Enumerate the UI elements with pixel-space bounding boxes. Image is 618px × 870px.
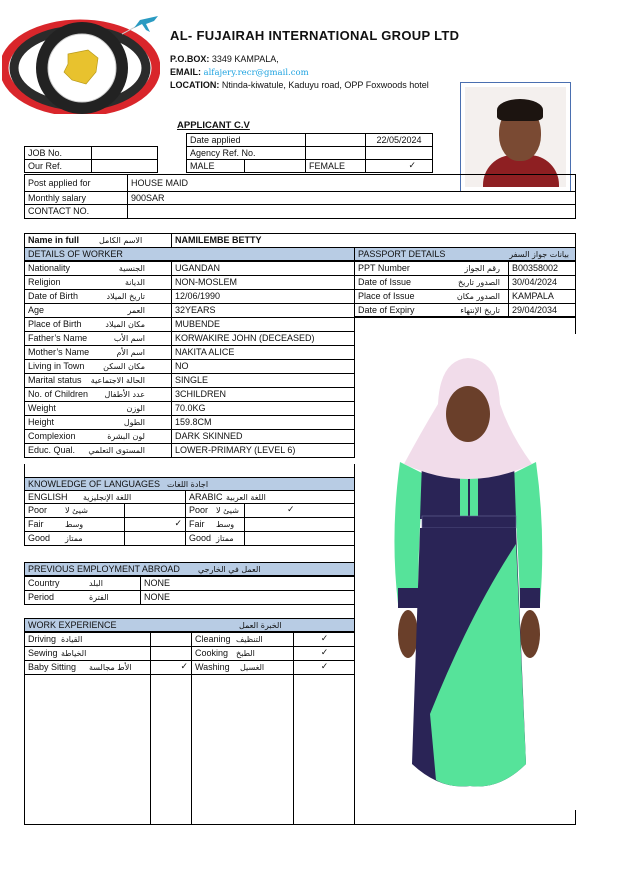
experience-skill-label-ar: الخياطة [61,649,87,658]
english-level-checkbox[interactable] [124,503,186,518]
arabic-level-label [185,531,245,546]
location-value: Ntinda-kiwatule, Kaduyu road, OPP Foxwoods hotel [221,80,429,90]
contact-no-value[interactable] [127,204,576,219]
worker-field-label: Height [28,417,55,427]
employment-field-label-ar: الفترة [89,593,109,602]
monthly-salary-value: 900SAR [127,191,576,205]
experience-right-checkbox[interactable]: ✓ [293,646,355,661]
languages-header [24,477,355,491]
worker-row-label [24,387,172,402]
passport-row-label [354,261,509,276]
passport-row-label [354,275,509,290]
level-label-ar: شيئ لا [65,506,88,515]
worker-row-label [24,317,172,332]
experience-right-label [191,632,294,647]
worker-row-label [24,289,172,304]
arabic-level-label [185,517,245,532]
english-header [24,490,186,504]
passport-row-label [354,289,509,304]
male-label: MALE [186,159,245,173]
experience-right-label [191,660,294,675]
our-ref-label: Our Ref. [24,159,92,173]
level-label: Fair [189,519,205,529]
english-level-checkbox[interactable] [124,531,186,546]
arabic-label-ar: اللغة العربية [226,493,266,502]
worker-field-label: Educ. Qual. [28,445,76,455]
worker-field-value: NAKITA ALICE [171,345,355,360]
experience-skill-label: Washing [195,662,230,672]
worker-field-value: 70.0KG [171,401,355,416]
english-label: ENGLISH [28,492,68,502]
arabic-label: ARABIC [189,492,223,502]
male-checkbox[interactable] [244,159,306,173]
experience-right-checkbox[interactable]: ✓ [293,632,355,647]
experience-bottom-border [24,824,576,825]
contact-no-label: CONTACT NO. [24,204,128,219]
full-body-photo [360,334,576,814]
name-label-cell [24,233,172,248]
passport-header-label: PASSPORT DETAILS [358,249,446,259]
passport-header-ar: بيانات جواز السفر [509,250,569,259]
exp-col-line-1 [150,660,151,825]
experience-skill-label-ar: الغسيل [240,663,265,672]
worker-field-label-ar: اسم الأم [116,348,145,357]
worker-field-label: Marital status [28,375,82,385]
worker-field-label: Father’s Name [28,333,88,343]
level-label: Poor [189,505,209,515]
experience-left-checkbox[interactable] [150,646,192,661]
worker-field-label-ar: الوزن [126,404,145,413]
passport-field-label: Place of Issue [358,291,415,301]
passport-details-header [354,247,576,261]
worker-field-value: DARK SKINNED [171,429,355,444]
employment-header-label: PREVIOUS EMPLOYMENT ABROAD [28,564,180,574]
date-applied-label: Date applied [186,133,306,147]
exp-col-line-2 [191,660,192,825]
worker-field-label: Age [28,305,45,315]
exp-col-line-3 [293,660,294,825]
arabic-level-label [185,503,245,518]
experience-skill-label: Baby Sitting [28,662,77,672]
company-logo [2,14,160,114]
female-label: FEMALE [305,159,366,173]
english-level-checkbox[interactable]: ✓ [124,517,186,532]
job-no-field[interactable] [91,146,158,160]
english-level-label [24,503,125,518]
female-checkbox[interactable]: ✓ [365,159,433,173]
location-line [170,80,429,90]
english-level-label [24,517,125,532]
passport-field-label-ar: تاريخ الإنتهاء [460,306,500,315]
worker-row-label [24,359,172,374]
date-applied-spacer [305,133,366,147]
email-line [170,67,309,78]
experience-left-label [24,632,151,647]
experience-skill-label: Cleaning [195,634,231,644]
worker-field-value: LOWER-PRIMARY (LEVEL 6) [171,443,355,458]
employment-trailer [354,604,355,618]
email-link[interactable]: alfajery.recr@gmail.com [203,68,309,78]
exp-col-line-4 [354,660,355,825]
worker-field-label-ar: الطول [123,418,145,427]
level-label: Good [28,533,51,543]
employment-field-label: Period [28,592,55,602]
english-level-label [24,531,125,546]
level-label-ar: ممتاز [216,534,234,543]
experience-skill-label: Sewing [28,648,58,658]
exp-col-line-5 [575,810,576,825]
employment-field-value: NONE [140,576,355,591]
passport-field-label: PPT Number [358,263,410,273]
worker-row-label [24,303,172,318]
worker-field-label-ar: المستوى التعلمي [88,446,145,455]
worker-field-label-ar: اسم الأب [113,334,145,343]
worker-field-value: NO [171,359,355,374]
experience-skill-label: Driving [28,634,57,644]
our-ref-field[interactable] [91,159,158,173]
worker-field-value: KORWAKIRE JOHN (DECEASED) [171,331,355,346]
languages-trailer [354,546,355,562]
passport-field-value: 29/04/2034 [508,303,576,318]
experience-left-checkbox[interactable] [150,632,192,647]
passport-field-value: 30/04/2024 [508,275,576,290]
experience-right-label [191,646,294,661]
worker-row-label [24,429,172,444]
job-no-label: JOB No. [24,146,92,160]
passport-trailer [575,316,576,334]
worker-field-value: SINGLE [171,373,355,388]
agency-ref-label: Agency Ref. No. [186,146,306,160]
email-label: EMAIL: [170,67,201,77]
agency-ref-field[interactable] [365,146,433,160]
worker-field-value: 32YEARS [171,303,355,318]
employment-row-label [24,590,141,605]
name-label: Name in full [28,235,80,245]
work-experience-label: WORK EXPERIENCE [28,620,117,630]
worker-row-label [24,415,172,430]
pobox-label: P.O.BOX: [170,54,210,64]
level-label-ar: وسط [216,520,235,529]
worker-row-label [24,331,172,346]
worker-row-label [24,261,172,276]
exp-col-line-0 [24,660,25,825]
arabic-header [185,490,355,504]
arabic-level-checkbox[interactable] [244,517,355,532]
passport-field-label-ar: رقم الجواز [464,264,500,273]
passport-field-label-ar: الصدور مكان [456,292,500,301]
worker-field-value: MUBENDE [171,317,355,332]
worker-field-label-ar: لون البشرة [107,432,145,441]
pobox-value: 3349 KAMPALA, [211,54,279,64]
worker-field-label: Complexion [28,431,76,441]
passport-field-value: B00358002 [508,261,576,276]
worker-field-value: 12/06/1990 [171,289,355,304]
worker-table-trailer [24,464,355,477]
worker-field-label: Nationality [28,263,71,273]
details-of-worker-header: DETAILS OF WORKER [24,247,355,261]
post-applied-label: Post applied for [24,174,128,192]
worker-field-label-ar: الجنسية [118,264,145,273]
date-applied-value: 22/05/2024 [365,133,433,147]
experience-skill-label: Cooking [195,648,229,658]
worker-field-label: Living in Town [28,361,85,371]
passport-field-label: Date of Expiry [358,305,415,315]
experience-skill-label-ar: القيادة [61,635,83,644]
worker-field-value: 159.8CM [171,415,355,430]
level-label: Fair [28,519,44,529]
name-label-ar: الاسم الكامل [99,236,143,245]
worker-field-value: UGANDAN [171,261,355,276]
worker-field-label: Religion [28,277,61,287]
worker-field-value: NON-MOSLEM [171,275,355,290]
level-label: Good [189,533,212,543]
employment-field-label-ar: البلد [89,579,103,588]
worker-field-label: Weight [28,403,56,413]
worker-row-label [24,401,172,416]
languages-header-label: KNOWLEDGE OF LANGUAGES [28,479,161,489]
location-label: LOCATION: [170,80,220,90]
experience-right-checkbox[interactable]: ✓ [293,660,355,675]
worker-field-label-ar: تاريخ الميلاد [106,292,145,301]
worker-field-label-ar: الديانة [124,278,145,287]
level-label-ar: وسط [65,520,84,529]
employment-header-ar: العمل في الخارجي [198,565,261,574]
cv-title: APPLICANT C.V [177,120,250,131]
english-label-ar: اللغة الإنجليزية [83,493,132,502]
passport-trailer-bottom [354,316,576,317]
worker-field-label-ar: مكان السكن [103,362,145,371]
name-value: NAMILEMBE BETTY [171,233,576,248]
level-label-ar: شيئ لا [216,506,239,515]
worker-field-label-ar: عدد الأطفال [104,390,145,399]
employment-header [24,562,355,576]
worker-row-label [24,443,172,458]
experience-left-label [24,660,151,675]
employment-field-value: NONE [140,590,355,605]
worker-row-label [24,373,172,388]
experience-skill-label-ar: الطبخ [236,649,255,658]
languages-header-ar: اجادة اللغات [167,480,209,489]
worker-row-label [24,345,172,360]
worker-field-label-ar: العمر [127,306,145,315]
monthly-salary-label: Monthly salary [24,191,128,205]
worker-field-label: Mother’s Name [28,347,90,357]
employment-row-label [24,576,141,591]
company-name: AL- FUJAIRAH INTERNATIONAL GROUP LTD [170,28,460,43]
agency-ref-spacer [305,146,366,160]
worker-field-label: Date of Birth [28,291,79,301]
worker-field-label: No. of Children [28,389,89,399]
worker-field-label-ar: الحالة الاجتماعية [90,376,145,385]
post-applied-value: HOUSE MAID [127,174,576,192]
level-label: Poor [28,505,48,515]
experience-left-label [24,646,151,661]
experience-skill-label-ar: التنظيف [236,635,263,644]
passport-field-value: KAMPALA [508,289,576,304]
worker-field-label: Place of Birth [28,319,82,329]
arabic-level-checkbox[interactable]: ✓ [244,503,355,518]
experience-left-checkbox[interactable]: ✓ [150,660,192,675]
work-experience-header [24,618,355,632]
passport-field-label: Date of Issue [358,277,412,287]
worker-row-label [24,275,172,290]
experience-skill-label-ar: الأط مجالسة [89,663,132,672]
work-experience-ar: الخبرة العمل [239,621,282,630]
passport-field-label-ar: الصدور تاريخ [458,278,500,287]
pobox-line [170,54,279,64]
arabic-level-checkbox[interactable] [244,531,355,546]
worker-field-value: 3CHILDREN [171,387,355,402]
level-label-ar: ممتاز [65,534,83,543]
worker-field-label-ar: مكان الميلاد [105,320,145,329]
employment-field-label: Country [28,578,60,588]
